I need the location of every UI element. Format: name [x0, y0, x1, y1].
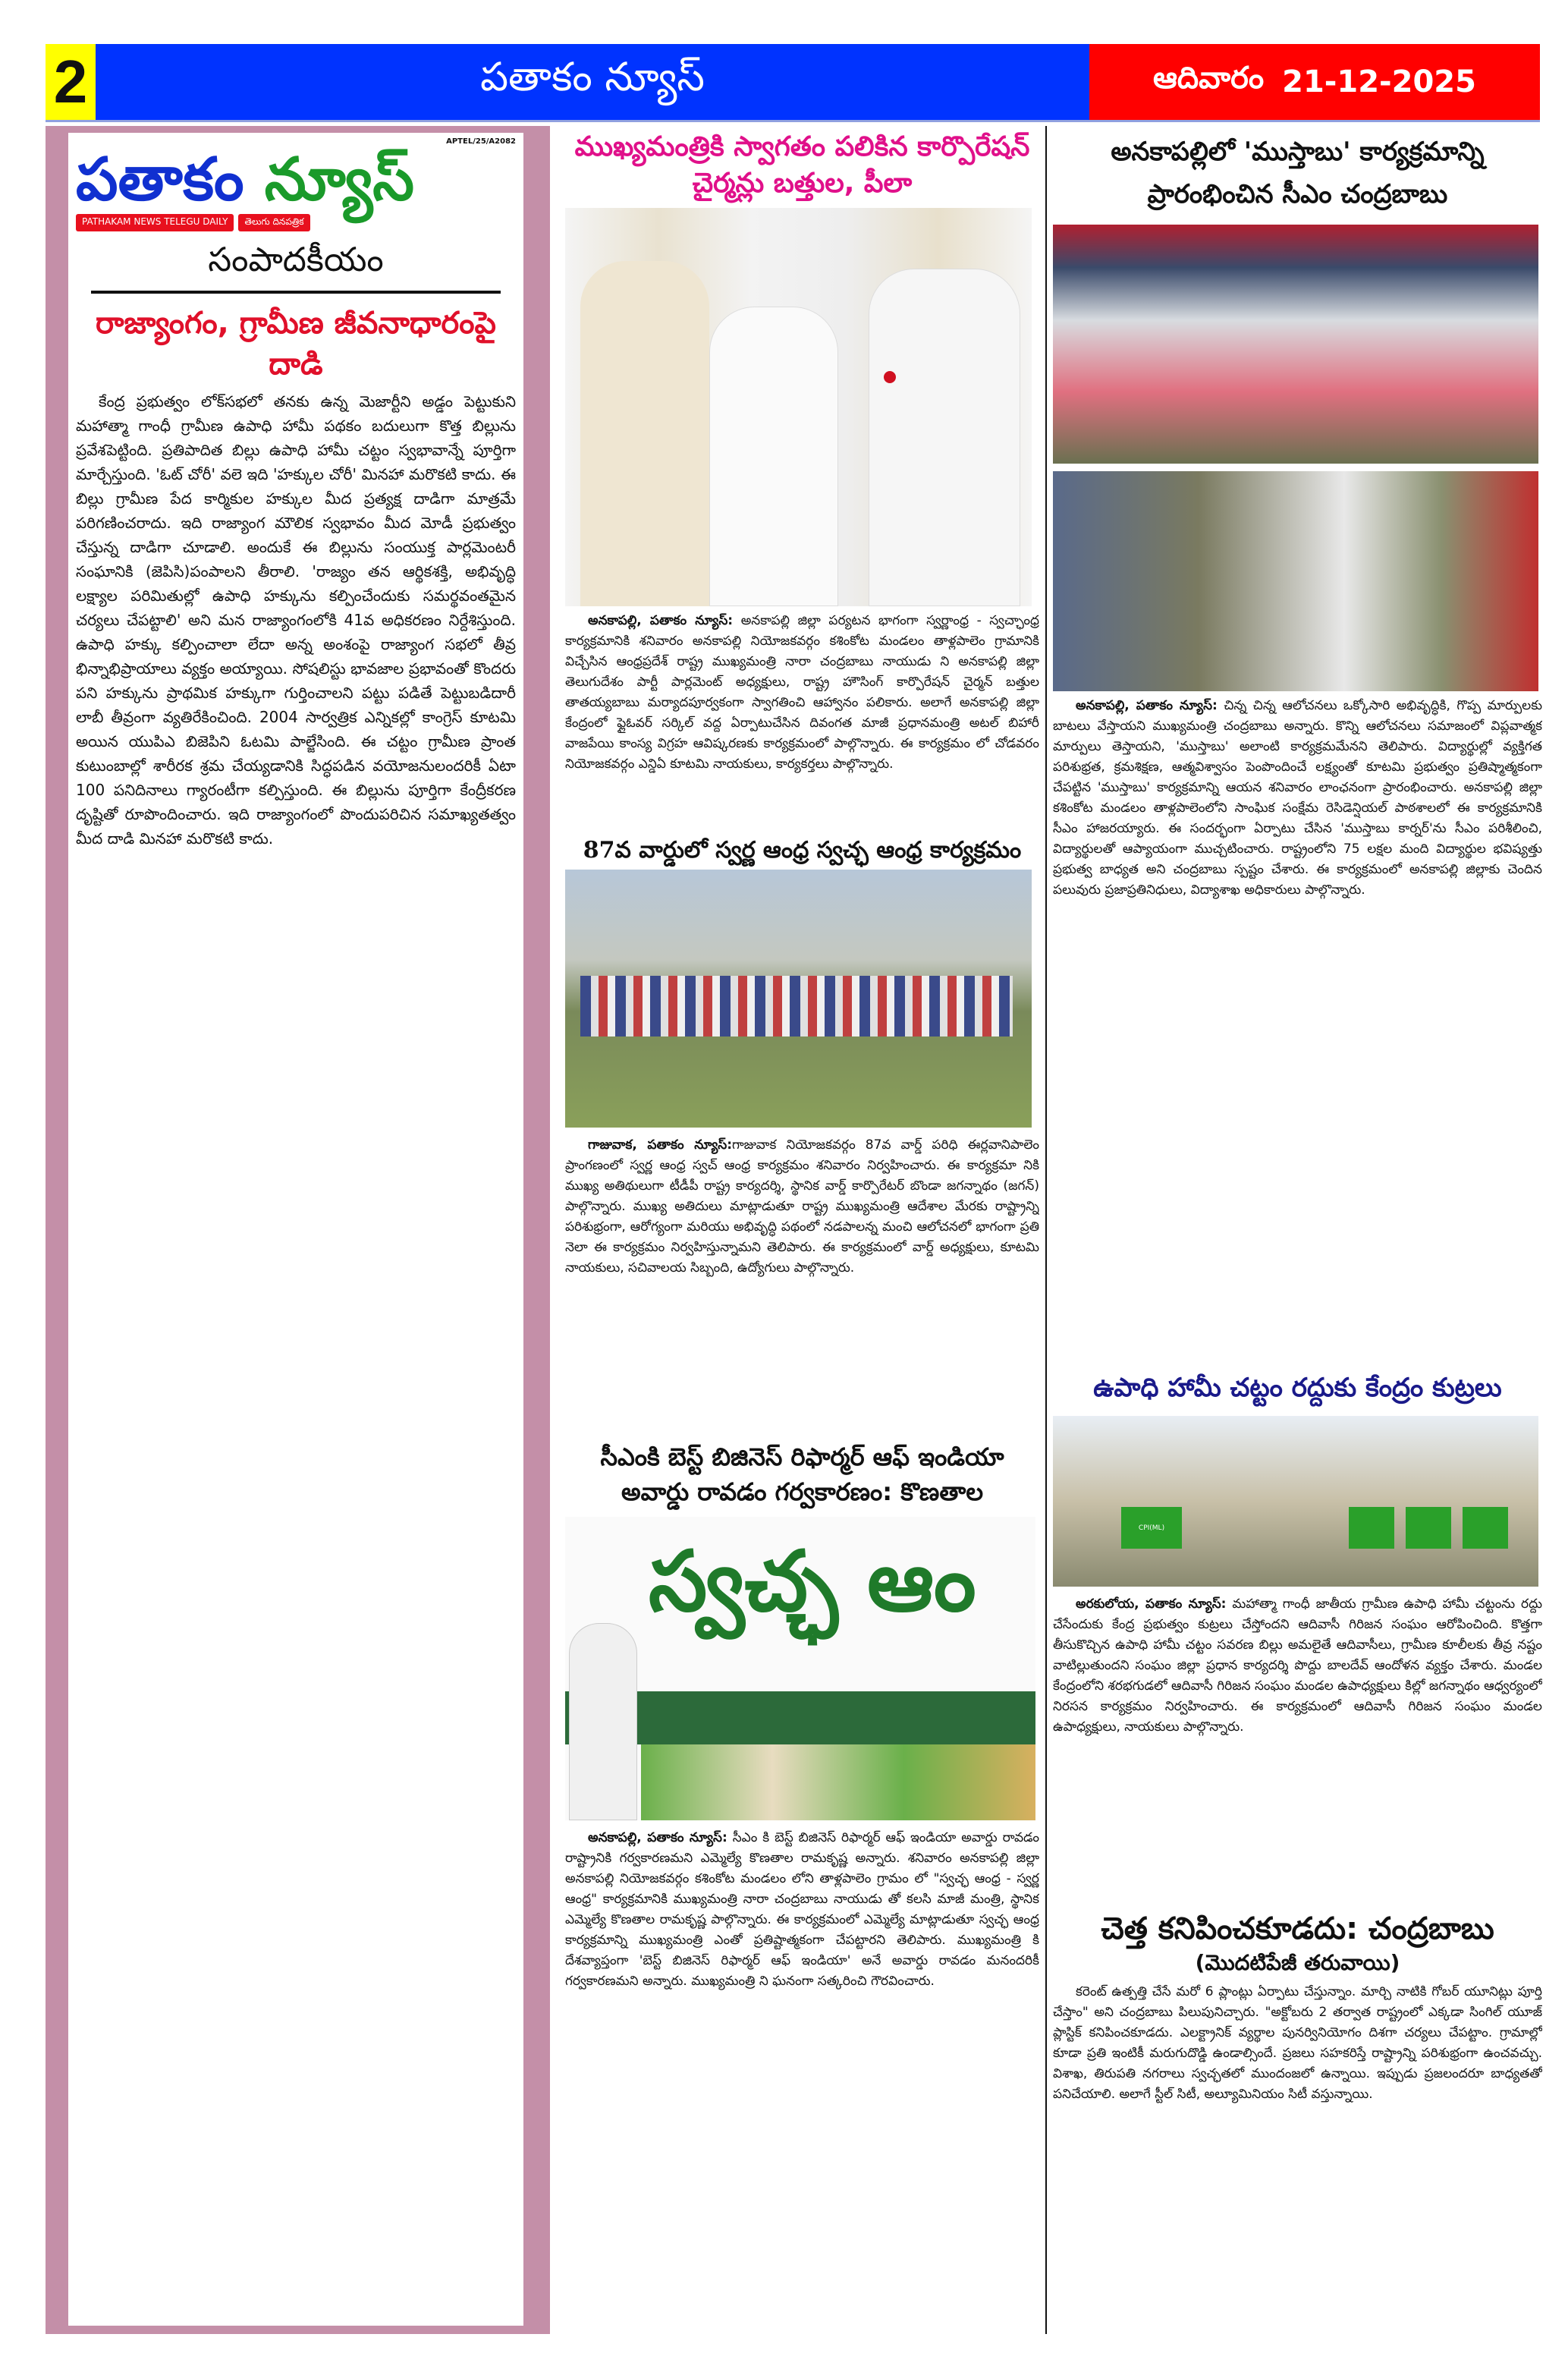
column-divider [1045, 126, 1047, 2334]
masthead-logo [76, 137, 516, 231]
article-body [565, 1828, 1039, 2333]
page-number: 2 [46, 44, 96, 120]
day: ఆదివారం [1153, 61, 1265, 96]
protest-photo [1053, 1416, 1538, 1587]
article-body [565, 1135, 1039, 1436]
seated-guests [641, 1744, 1035, 1820]
telugu-tagline: తెలుగు దినపత్రిక [238, 214, 310, 231]
dateline: అనకాపల్లి, పతాకం న్యూస్: [1076, 698, 1218, 713]
ward-cleanup-photo [565, 870, 1032, 1128]
right-column [1053, 131, 1542, 2333]
swachh-andhra-stage-photo [565, 1517, 1035, 1820]
person-figure [869, 269, 1020, 606]
dateline: అనకాపల్లి, పతాకం న్యూస్: [588, 1830, 727, 1846]
flags [1349, 1507, 1508, 1549]
article-headline: చెత్త కనిపించకూడదు: చంద్రబాబు [1101, 1911, 1494, 1946]
dateline: గాజువాక, పతాకం న్యూస్: [588, 1137, 732, 1153]
article-headline: 87వ వార్డులో స్వర్ణ ఆంధ్ర స్వచ్ఛ ఆంధ్ర కార్యక్రమం [583, 836, 1022, 863]
middle-column [565, 129, 1039, 2333]
mustabu-launch-photo [1053, 225, 1538, 464]
article-body [1053, 696, 1542, 1366]
editorial-section-title: సంపాదకీయం [208, 241, 384, 279]
article-body [565, 611, 1039, 832]
registration-number: APTEL/25/A2082 [446, 137, 516, 146]
article-text: సీఎం కి బెస్ట్ బిజినెస్ రిఫార్మర్ ఆఫ్ ఇండియా అవార్డు రావడం రాష్ట్రానికి గర్వకారణమని ఎమ్మెల్యే కొణతాల రామకృష్ణ అన్నారు. శనివారం అనకాపల్లి జిల్లా అనకాపల్లి నియోజకవర్గం కశింకోట మండలం లోని తాళ్లపాలెం గ్రామం లో "స్వచ్ఛ ఆంధ్ర - స్వర్ణ ఆంధ్ర" కార్యక్రమానికి ముఖ్యమంత్రి నారా చంద్రబాబు నాయుడు తో కలసి మాజీ మంత్రి, స్థానిక ఎమ్మెల్యే కొణతాల రామకృష్ణ పాల్గొన్నారు. ఈ కార్యక్రమంలో ఎమ్మెల్యే మాట్లాడుతూ స్వచ్ఛ ఆంధ్ర కార్యక్రమాన్ని ముఖ్యమంత్రి ఎంతో ప్రతిష్టాత్మకంగా చేపట్టారని తెలిపారు. ముఖ్యమంత్రి కి దేశవ్యాప్తంగా 'బెస్ట్ బిజినెస్ రిఫార్మర్ ఆఫ్ ఇండియా' అనే అవార్డు రావడం మనందరికీ గర్వకారణమని అన్నారు. ముఖ్యమంత్రి ని ఘనంగా సత్కరించి గౌరవించారు. [565, 1830, 1039, 1990]
date: 21-12-2025 [1282, 64, 1476, 99]
speaker-figure [569, 1623, 637, 1820]
article-headline: సీఎంకి బెస్ట్ బిజినెస్ రిఫార్మర్ ఆఫ్ ఇండియా అవార్డు రావడం గర్వకారణం: కొణతాల [600, 1442, 1004, 1507]
article-body: కరెంట్ ఉత్పత్తి చేసే మరో 6 ప్లాంట్లు ఏర్పాటు చేస్తున్నాం. మార్చి నాటికి గోబర్ యూనిట్లు పూర్తి చేస్తాం" అని చంద్రబాబు పిలుపునిచ్చారు. "అక్టోబరు 2 తర్వాత రాష్ట్రంలో ఎక్కడా సింగిల్ యూజ్ ప్లాస్టిక్ కనిపించకూడదు. ఎలక్ట్రానిక్ వ్యర్థాల పునర్వినియోగం దిశగా చర్యలు చేపట్టాం. గ్రామాల్లో కూడా ప్రతి ఇంటికీ మరుగుదొడ్డి ఉండాల్సిందే. ప్రజలు సహకరిస్తే రాష్ట్రాన్ని పరిశుభ్రంగా ఉంచవచ్చు. విశాఖ, తిరుపతి నగరాలు స్వచ్ఛతలో ముందంజలో ఉన్నాయి. ఇప్పుడు ప్రజలందరూ బాధ్యతతో పనిచేయాలి. అలాగే స్టీల్ సిటీ, అల్యూమినియం సిటీ వస్తున్నాయి. [1053, 1983, 1542, 2102]
editorial-headline: రాజ్యాంగం, గ్రామీణ జీవనాధారంపై దాడి [96, 306, 496, 382]
continued-note: (మొదటిపేజీ తరువాయి) [1195, 1949, 1400, 1975]
article-headline: ముఖ్యమంత్రికి స్వాగతం పలికిన కార్పొరేషన్ చైర్మన్లు బత్తుల, పీలా [574, 131, 1030, 199]
article-text: గాజువాక నియోజకవర్గం 87వ వార్డ్ పరిధి ఈర్లవానిపాలెం ప్రాంగణంలో స్వర్ణ ఆంధ్ర స్వచ్ ఆంధ్ర కార్యక్రమం శనివారం నిర్వహించారు. ఈ కార్యక్రమా నికి ముఖ్య అతిథులుగా టీడీపీ రాష్ట్ర కార్యదర్శి, స్థానిక వార్డ్ కార్పొరేటర్ బొండా జగన్నాథం (జగన్) పాల్గొన్నారు. ముఖ్య అతిదులు మాట్లాడుతూ రాష్ట్ర ముఖ్యమంత్రి ఆదేశాల మేరకు రాష్ట్రాన్ని పరిశుభ్రంగా, ఆరోగ్యంగా మరియు అభివృద్ధి పథంలో నడపాలన్న మంచి ఆలోచనలో భాగంగా ప్రతి నెలా ఈ కార్యక్రమం నిర్వహిస్తున్నామని తెలిపారు. ఈ కార్యక్రమంలో వార్డ్ అధ్యక్షులు, కూటమి నాయకులు, సచివాలయ సిబ్బంది, ఉద్యోగులు పాల్గొన్నారు. [565, 1137, 1039, 1276]
divider [91, 291, 501, 294]
logo-second: న్యూస్ [264, 146, 415, 214]
article-text: మహాత్మా గాంధీ జాతీయ గ్రామీణ ఉపాధి హామీ చట్టంను రద్దు చేసేందుకు కేంద్ర ప్రభుత్వం కుట్రలు చేస్తోందని ఆదివాసీ గిరిజన సంఘం ఆరోపించింది. కొత్తగా తీసుకొచ్చిన ఉపాధి హామీ చట్టం సవరణ బిల్లు అమలైతే ఆదివాసీలు, గ్రామీణ కూలీలకు తీవ్ర నష్టం వాటిల్లుతుందని సంఘం జిల్లా ప్రధాన కార్యదర్శి పొద్దు బాలదేవ్ ఆందోళన వ్యక్తం చేశారు. మండల కేంద్రంలోని శరభగుడలో ఆదివాసీ గిరిజన సంఘం మండల ఉపాధ్యక్షులు కిల్లో జగన్నాథం ఆధ్వర్యంలో నిరసన కార్యక్రమం నిర్వహించారు. ఈ కార్యక్రమంలో ఆదివాసీ గిరిజన సంఘం మండల ఉపాధ్యక్షులు, నాయకులు పాల్గొన్నారు. [1053, 1596, 1542, 1735]
date-banner [1089, 44, 1540, 120]
article-body [1053, 1594, 1542, 1904]
paper-name-banner [96, 44, 1089, 120]
person-figure [709, 307, 838, 606]
paper-name: పతాకం న్యూస్ [480, 54, 705, 100]
students-interaction-photo [1053, 471, 1538, 691]
editorial-column [76, 137, 516, 2322]
cm-welcome-photo [565, 208, 1032, 606]
article-headline: అనకాపల్లిలో 'ముస్తాబు' కార్యక్రమాన్ని ప్రారంభించిన సీఎం చంద్రబాబు [1111, 137, 1485, 209]
article-text: అనకాపల్లి జిల్లా పర్యటన భాగంగా స్వర్ణాంధ్ర - స్వచ్ఛాంధ్ర కార్యక్రమానికి శనివారం అనకాపల్లి నియోజకవర్గం కశింకోట మండలం తాళ్లపాలెం గ్రామానికి విచ్చేసిన ఆంధ్రప్రదేశ్ రాష్ట్ర ముఖ్యమంత్రి నారా చంద్రబాబు నాయుడు ని అనకాపల్లి జిల్లా తెలుగుదేశం పార్టీ పార్లమెంట్ అధ్యక్షులు, రాష్ట్ర హౌసింగ్ కార్పొరేషన్ చైర్మన్ బత్తుల తాతయ్యబాబు మర్యాదపూర్వకంగా స్వాగతించి ఆహ్వానం పలికారు. అలాగే అనకాపల్లి జిల్లా కేంద్రంలో ఫ్లైఓవర్ సర్కిల్ వద్ద ఏర్పాటుచేసిన దివంగత మాజీ ప్రధానమంత్రి అటల్ బిహారీ వాజపేయి కాంస్య విగ్రహ ఆవిష్కరణకు కార్యక్రమంలో పాల్గొన్నారు. ఈ కార్యక్రమం లో చోడవరం నియోజకవర్గం ఎన్డిఏ కూటమి నాయకులు, కార్యకర్తలు పాల్గొన్నారు. [565, 613, 1039, 772]
flag-text: CPI(ML) [1121, 1507, 1182, 1549]
group-of-people [580, 976, 1013, 1037]
article-headline: ఉపాధి హామీ చట్టం రద్దుకు కేంద్రం కుట్రలు [1093, 1373, 1502, 1404]
english-tagline: PATHAKAM NEWS TELEGU DAILY [76, 214, 234, 231]
dateline: అనకాపల్లి, పతాకం న్యూస్: [588, 613, 734, 628]
header-rule [46, 120, 1540, 122]
dateline: అరకులోయ, పతాకం న్యూస్: [1076, 1596, 1227, 1612]
rose-icon [884, 371, 896, 383]
editorial-body: కేంద్ర ప్రభుత్వం లోక్‌సభలో తనకు ఉన్న మెజార్టీని అడ్డం పెట్టుకుని మహాత్మా గాంధీ గ్రామీణ ఉపాధి హామీ పథకం బదులుగా కొత్త బిల్లును ప్రవేశపెట్టింది. ప్రతిపాదిత బిల్లు ఉపాధి హామీ చట్టం స్వభావాన్నే పూర్తిగా మార్చేస్తుంది. 'ఓట్ చోరీ' వలె ఇది 'హక్కుల చోరీ' మినహా మరొకటి కాదు. ఈ బిల్లు గ్రామీణ పేద కార్మికుల హక్కుల మీద ప్రత్యక్ష దాడిగా మాత్రమే పరిగణించరాదు. ఇది రాజ్యాంగ మౌలిక స్వభావం మీద మోడీ ప్రభుత్వం చేస్తున్న దాడిగా చూడాలి. అందుకే ఈ బిల్లును సంయుక్త పార్లమెంటరీ సంఘానికి (జెపిసి)పంపాలని తీరాలి. 'రాజ్యం తన ఆర్థికశక్తి, అభివృద్ధి లక్ష్యాల పరిమితుల్లో ఉపాధి హక్కును కల్పించేందుకు సమర్థవంతమైన చర్యలు చేపట్టాలి' అని మన రాజ్యాంగంలోకి 41వ అధికరణం నిర్దేశిస్తుంది. ఉపాధి హక్కు కల్పించాలా లేదా అన్న అంశంపై రాజ్యాంగ సభలో తీవ్ర భిన్నాభిప్రాయాలు వ్యక్తం అయ్యాయి. సోషలిస్టు భావజాల ప్రభావంతో కొందరు పని హక్కును ప్రాథమిక హక్కుగా గుర్తించాలని పట్టు పడితే పెట్టుబడిదారీ లాబీ తీవ్రంగా వ్యతిరేకించింది. 2004 సార్వత్రిక ఎన్నికల్లో కాంగ్రెస్ కూటమి అయిన యుపిఎ బిజెపిని ఓటమి పాల్జేసింది. ఈ చట్టం గ్రామీణ ప్రాంత కుటుంబాల్లో శారీరక శ్రమ చేయ్యడానికి సిద్ధపడిన వయోజనులందరికీ ఏటా 100 పనిదినాలు గ్యారంటీగా కల్పిస్తుంది. ఈ బిల్లును పూర్తిగా కేంద్రీకరణ దృష్టితో రూపొందించారు. ఇది రాజ్యాంగంలో పొందుపరిచిన సమాఖ్యతత్వం మీద దాడి మినహా మరొకటి కాదు. [76, 392, 516, 848]
logo-main: పతాకం [76, 146, 244, 214]
banner-text: స్వచ్ఛ ఆం [649, 1533, 976, 1631]
article-text: చిన్న చిన్న ఆలోచనలు ఒక్కోసారి అభివృద్ధికి, గొప్ప మార్పులకు బాటలు వేస్తాయని ముఖ్యమంత్రి చంద్రబాబు అన్నారు. కొన్ని ఆలోచనలు సమాజంలో విప్లవాత్మక మార్పులు తెస్తాయని, 'ముస్తాబు' అలాంటి కార్యక్రమమేనని తెలిపారు. విద్యార్థుల్లో వ్యక్తిగత పరిశుభ్రత, క్రమశిక్షణ, ఆత్మవిశ్వాసం పెంపొందించే లక్ష్యంతో కూటమి ప్రభుత్వం ప్రతిష్మాత్మకంగా చేపట్టిన 'ముస్తాబు' కార్యక్రమాన్ని ఆయన శనివారం లాంఛనంగా ప్రారంభించారు. అనకాపల్లి జిల్లా కశింకోట మండలం తాళ్లపాలెంలోని సాంఘిక సంక్షేమ రెసిడెన్షియల్ పాఠశాలలో ఈ కార్యక్రమానికి సీఎం హాజరయ్యారు. ఈ సందర్భంగా ఏర్పాటు చేసిన 'ముస్తాబు కార్నర్'ను సీఎం పరిశీలించి, విద్యార్థులతో ఆప్యాయంగా ముచ్చటించారు. రాష్ట్రంలోని 75 లక్షల మంది విద్యార్థుల భవిష్యత్తు ప్రభుత్వ బాధ్యత అని చంద్రబాబు స్పష్టం చేశారు. ఈ కార్యక్రమంలో అనకాపల్లి జిల్లాకు చెందిన పలువురు ప్రజాప్రతినిధులు, విద్యాశాఖ అధికారులు పాల్గొన్నారు. [1053, 698, 1542, 898]
person-figure [580, 261, 709, 606]
